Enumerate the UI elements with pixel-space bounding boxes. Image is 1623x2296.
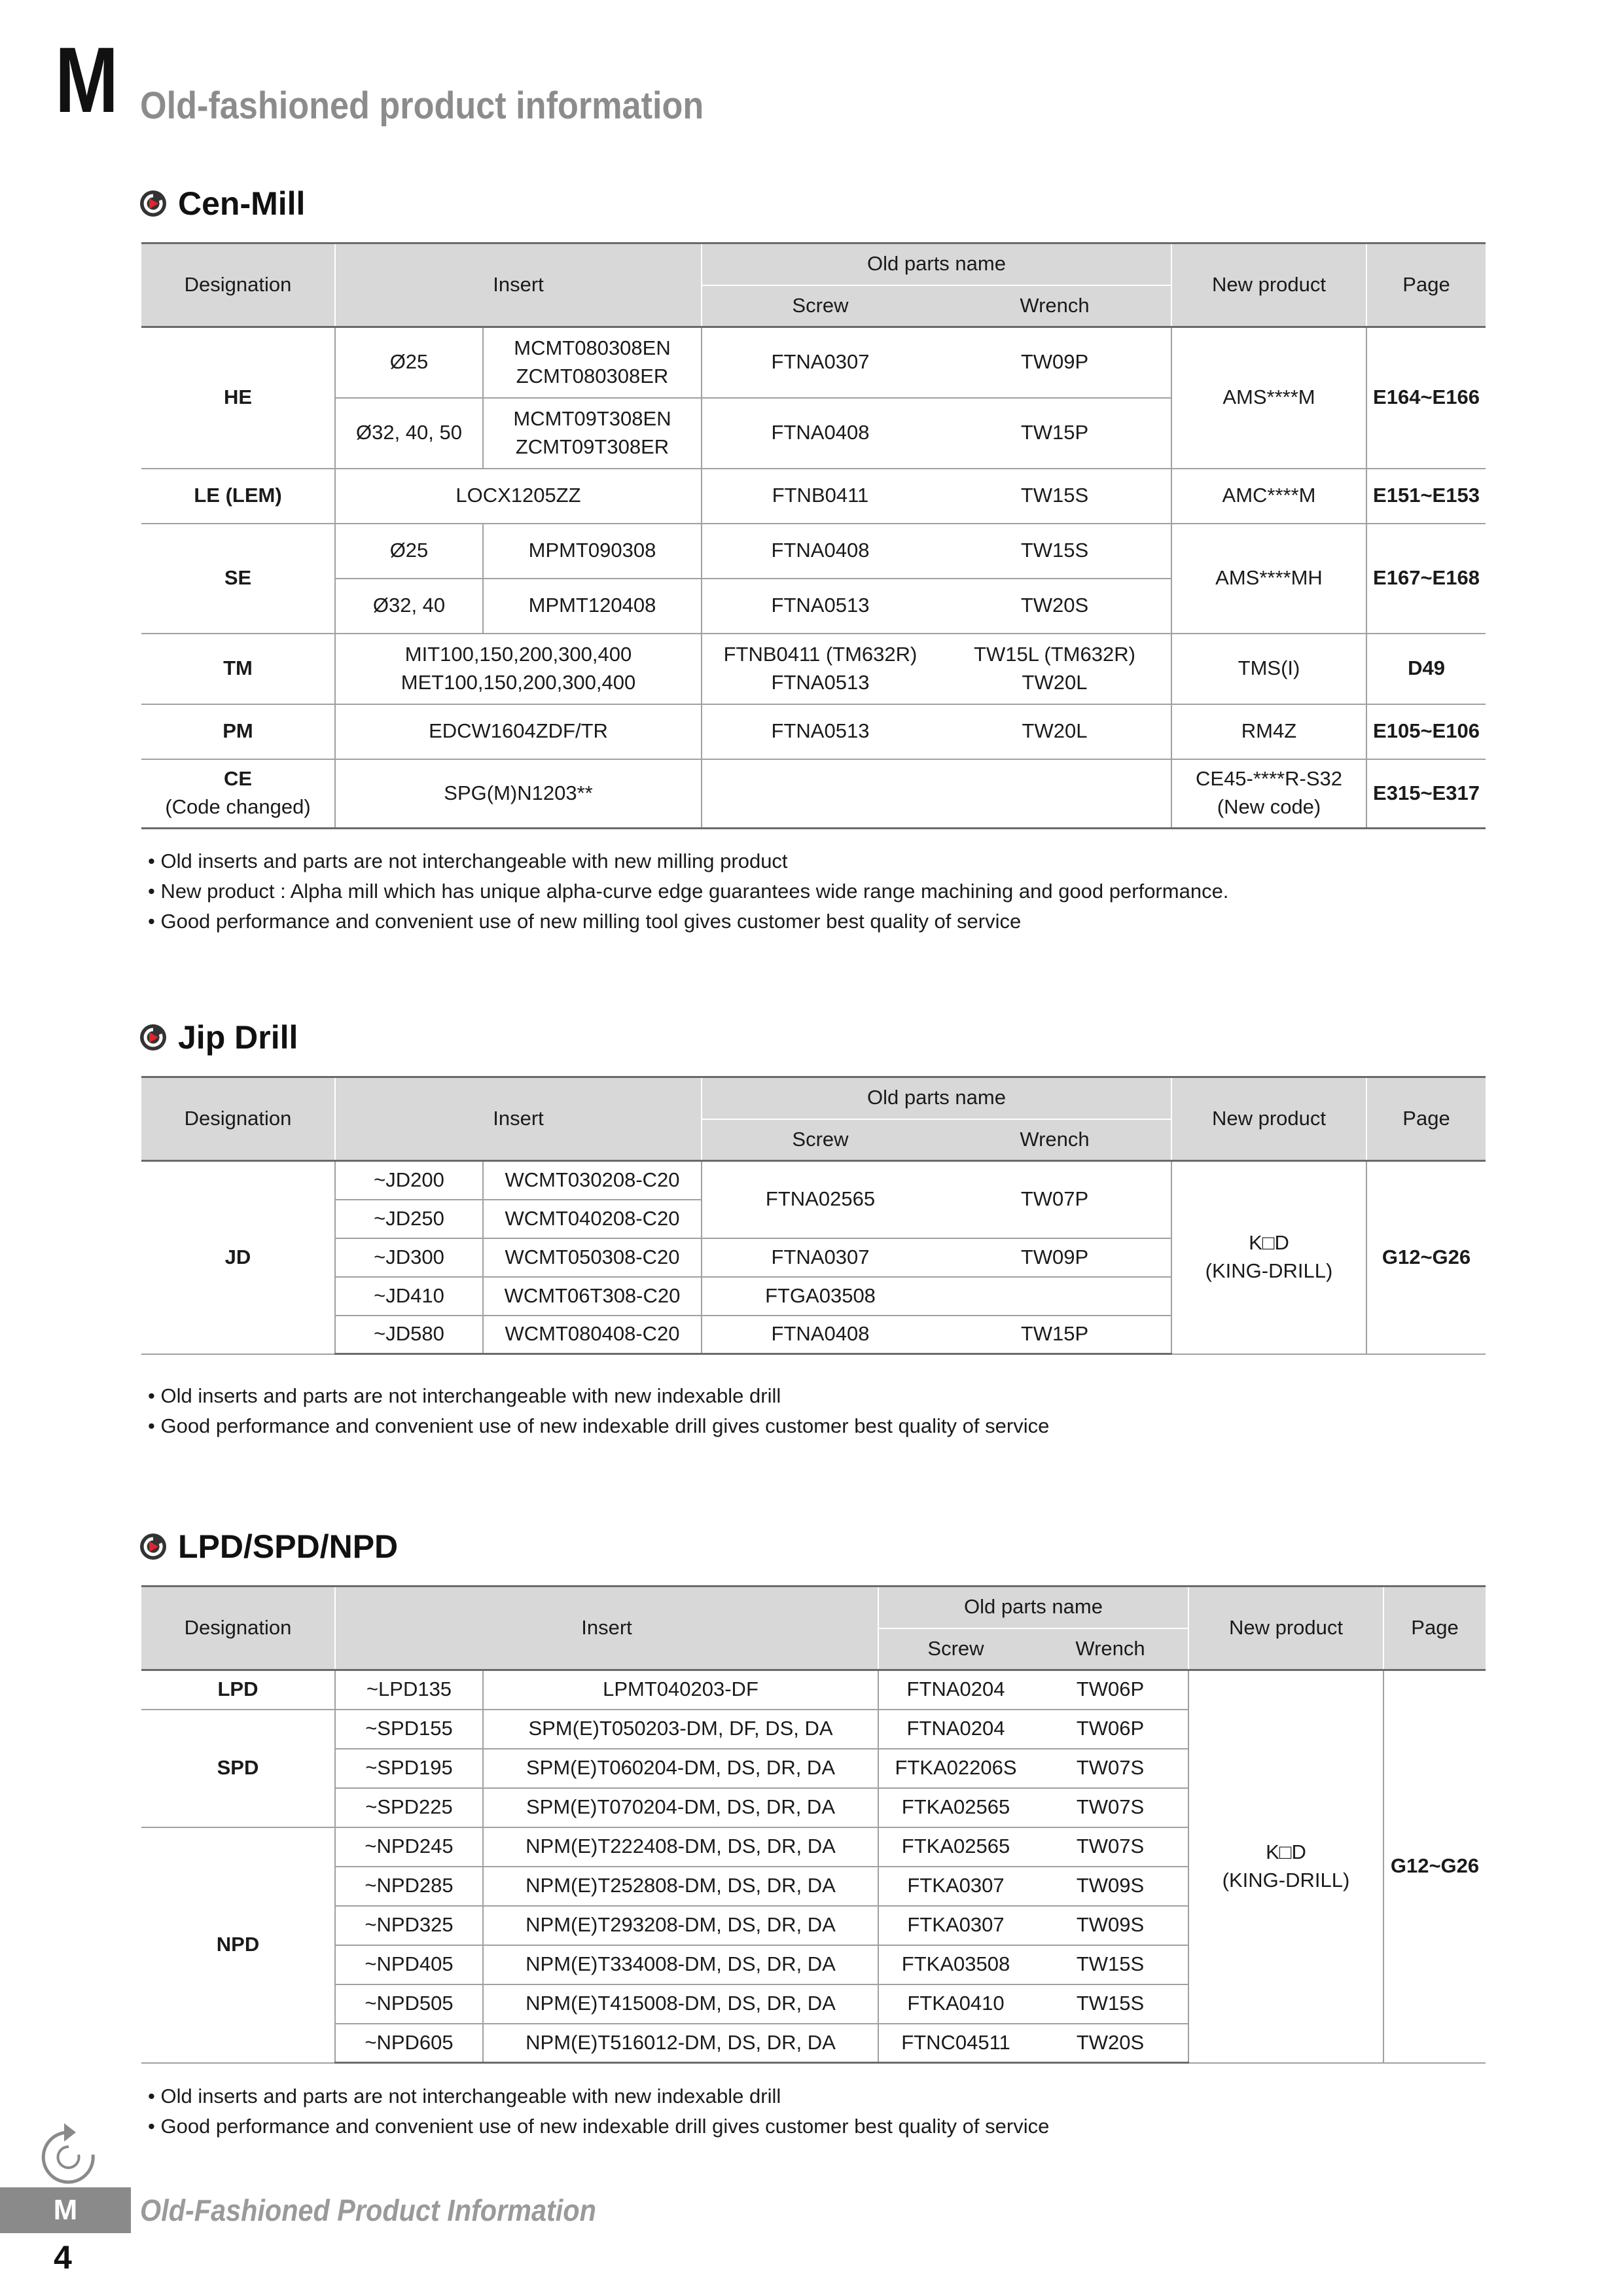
- table-row: [141, 327, 1486, 398]
- insert-cell: WCMT080408-C20: [483, 1316, 702, 1354]
- col-header-page: Page: [1366, 243, 1486, 327]
- wrench-cell: TW07P: [938, 1161, 1171, 1238]
- col-header-designation: Designation: [141, 243, 335, 327]
- wrench-cell: TW09S: [1033, 1906, 1188, 1945]
- section-title-text: Cen-Mill: [178, 185, 306, 222]
- model-cell: ~NPD245: [335, 1827, 483, 1867]
- screw-cell: FTNA0408: [702, 524, 938, 579]
- col-header-old-parts: Old parts name: [702, 1077, 1171, 1119]
- screw-cell: FTNA0204: [878, 1670, 1033, 1710]
- insert-cell: MCMT080308EN ZCMT080308ER: [483, 327, 702, 398]
- insert-cell: SPM(E)T060204-DM, DS, DR, DA: [483, 1749, 878, 1788]
- insert-cell: WCMT06T308-C20: [483, 1277, 702, 1316]
- col-header-old-parts: Old parts name: [702, 243, 1171, 285]
- note-line: • Good performance and convenient use of new milling tool gives customer best quality of service: [148, 910, 1022, 933]
- insert-cell: NPM(E)T252808-DM, DS, DR, DA: [483, 1867, 878, 1906]
- model-cell: ~SPD155: [335, 1710, 483, 1749]
- insert-cell: NPM(E)T415008-DM, DS, DR, DA: [483, 1984, 878, 2024]
- chapter-letter: M: [55, 28, 119, 132]
- col-header-new-product: New product: [1188, 1587, 1383, 1670]
- page-cell: E167~E168: [1366, 524, 1486, 634]
- footer-title: Old-Fashioned Product Information: [140, 2193, 596, 2227]
- table-row: [141, 469, 1486, 524]
- col-header-insert: Insert: [335, 243, 702, 327]
- table-row: [141, 1161, 1486, 1200]
- section-title-lpd-spd-npd: [139, 1528, 398, 1566]
- lpd-notes: [148, 2081, 1049, 2142]
- designation-cell: PM: [141, 704, 335, 759]
- col-header-screw: Screw: [702, 285, 938, 327]
- col-header-designation: Designation: [141, 1587, 335, 1670]
- model-cell: ~NPD505: [335, 1984, 483, 2024]
- new-product-cell: AMS****M: [1171, 327, 1366, 469]
- section-arrow-icon: [139, 1023, 168, 1052]
- section-arrow-icon: [139, 189, 168, 218]
- designation-cell: HE: [141, 327, 335, 469]
- screw-cell: FTNB0411 (TM632R) FTNA0513: [702, 634, 938, 704]
- model-cell: ~JD410: [335, 1277, 483, 1316]
- lpd-spd-npd-table: [141, 1585, 1486, 2064]
- wrench-cell: TW09P: [938, 327, 1171, 398]
- refresh-icon: [33, 2121, 105, 2193]
- wrench-cell: TW07S: [1033, 1749, 1188, 1788]
- section-title-jip-drill: [139, 1018, 298, 1056]
- screw-cell: FTNA0307: [702, 327, 938, 398]
- insert-cell: MPMT090308: [483, 524, 702, 579]
- table-row: [141, 759, 1486, 829]
- note-line: • Old inserts and parts are not interchangeable with new milling product: [148, 850, 788, 872]
- col-header-wrench: Wrench: [938, 1119, 1171, 1161]
- col-header-designation: Designation: [141, 1077, 335, 1161]
- designation-cell: CE (Code changed): [141, 759, 335, 829]
- insert-cell: WCMT030208-C20: [483, 1161, 702, 1200]
- chapter-tab: M: [0, 2187, 131, 2233]
- col-header-insert: Insert: [335, 1587, 878, 1670]
- new-product-cell: AMC****M: [1171, 469, 1366, 524]
- page-number: 4: [54, 2239, 72, 2276]
- col-header-new-product: New product: [1171, 243, 1366, 327]
- screw-cell: FTNA0408: [702, 1316, 938, 1354]
- wrench-cell: TW06P: [1033, 1710, 1188, 1749]
- insert-cell: SPM(E)T070204-DM, DS, DR, DA: [483, 1788, 878, 1827]
- model-cell: ~JD250: [335, 1200, 483, 1238]
- col-header-screw: Screw: [878, 1628, 1033, 1670]
- model-cell: ~SPD225: [335, 1788, 483, 1827]
- col-header-page: Page: [1383, 1587, 1486, 1670]
- wrench-cell: TW15P: [938, 1316, 1171, 1354]
- jip-drill-table: [141, 1076, 1486, 1355]
- cen-mill-notes: [148, 846, 1228, 937]
- screw-cell: FTGA03508: [702, 1277, 938, 1316]
- insert-cell: MCMT09T308EN ZCMT09T308ER: [483, 398, 702, 469]
- wrench-cell: TW15S: [1033, 1984, 1188, 2024]
- insert-cell: WCMT040208-C20: [483, 1200, 702, 1238]
- screw-cell: FTKA0307: [878, 1867, 1033, 1906]
- page-cell: E151~E153: [1366, 469, 1486, 524]
- new-product-cell: K□D (KING-DRILL): [1188, 1670, 1383, 2063]
- diameter-cell: Ø25: [335, 524, 483, 579]
- model-cell: ~JD200: [335, 1161, 483, 1200]
- screw-cell: FTKA0410: [878, 1984, 1033, 2024]
- screw-cell: FTNA0513: [702, 704, 938, 759]
- new-product-cell: TMS(I): [1171, 634, 1366, 704]
- wrench-cell: [938, 1277, 1171, 1316]
- table-row: [141, 704, 1486, 759]
- diameter-cell: Ø32, 40: [335, 579, 483, 634]
- note-line: • Old inserts and parts are not interchangeable with new indexable drill: [148, 1384, 781, 1407]
- page-cell: G12~G26: [1383, 1670, 1486, 2063]
- screw-cell: FTNA0307: [702, 1238, 938, 1277]
- col-header-new-product: New product: [1171, 1077, 1366, 1161]
- note-line: • Good performance and convenient use of new indexable drill gives customer best quality of service: [148, 2115, 1050, 2138]
- screw-cell: FTNA0408: [702, 398, 938, 469]
- cen-mill-table: [141, 242, 1486, 829]
- model-cell: ~NPD325: [335, 1906, 483, 1945]
- wrench-cell: TW15P: [938, 398, 1171, 469]
- note-line: • Good performance and convenient use of new indexable drill gives customer best quality of service: [148, 1414, 1050, 1437]
- insert-cell: SPM(E)T050203-DM, DF, DS, DA: [483, 1710, 878, 1749]
- screw-cell: FTKA02565: [878, 1827, 1033, 1867]
- model-cell: ~NPD605: [335, 2024, 483, 2063]
- new-product-cell: CE45-****R-S32 (New code): [1171, 759, 1366, 829]
- diameter-cell: Ø32, 40, 50: [335, 398, 483, 469]
- screw-cell: FTNA0204: [878, 1710, 1033, 1749]
- designation-cell: LE (LEM): [141, 469, 335, 524]
- designation-cell: SPD: [141, 1710, 335, 1827]
- screw-cell: FTKA03508: [878, 1945, 1033, 1984]
- insert-cell: MPMT120408: [483, 579, 702, 634]
- wrench-cell: TW15S: [938, 469, 1171, 524]
- designation-cell: SE: [141, 524, 335, 634]
- screw-cell: FTKA02565: [878, 1788, 1033, 1827]
- screw-cell: FTNA02565: [702, 1161, 938, 1238]
- wrench-cell: TW15S: [938, 524, 1171, 579]
- note-line: • Old inserts and parts are not interchangeable with new indexable drill: [148, 2085, 781, 2108]
- model-cell: ~NPD285: [335, 1867, 483, 1906]
- table-row: [141, 524, 1486, 579]
- screw-cell: FTKA02206S: [878, 1749, 1033, 1788]
- screw-cell: FTNC04511: [878, 2024, 1033, 2063]
- insert-cell: LPMT040203-DF: [483, 1670, 878, 1710]
- page-cell: G12~G26: [1366, 1161, 1486, 1354]
- insert-cell: MIT100,150,200,300,400 MET100,150,200,300,400: [335, 634, 702, 704]
- designation-cell: NPD: [141, 1827, 335, 2063]
- wrench-cell: TW15S: [1033, 1945, 1188, 1984]
- insert-cell: SPG(M)N1203**: [335, 759, 702, 829]
- model-cell: ~JD580: [335, 1316, 483, 1354]
- col-header-wrench: Wrench: [1033, 1628, 1188, 1670]
- wrench-cell: TW09P: [938, 1238, 1171, 1277]
- insert-cell: NPM(E)T222408-DM, DS, DR, DA: [483, 1827, 878, 1867]
- page-cell: E105~E106: [1366, 704, 1486, 759]
- model-cell: ~NPD405: [335, 1945, 483, 1984]
- note-line: • New product : Alpha mill which has unique alpha-curve edge guarantees wide range machining and good performance.: [148, 880, 1229, 903]
- wrench-cell: TW06P: [1033, 1670, 1188, 1710]
- table-row: [141, 634, 1486, 704]
- new-product-cell: RM4Z: [1171, 704, 1366, 759]
- col-header-old-parts: Old parts name: [878, 1587, 1188, 1628]
- model-cell: ~JD300: [335, 1238, 483, 1277]
- col-header-insert: Insert: [335, 1077, 702, 1161]
- section-title-cen-mill: [139, 185, 305, 223]
- page-cell: D49: [1366, 634, 1486, 704]
- page-title: Old-fashioned product information: [140, 84, 704, 127]
- model-cell: ~SPD195: [335, 1749, 483, 1788]
- insert-cell: NPM(E)T334008-DM, DS, DR, DA: [483, 1945, 878, 1984]
- col-header-wrench: Wrench: [938, 285, 1171, 327]
- old-parts-empty-cell: [702, 759, 1171, 829]
- insert-cell: LOCX1205ZZ: [335, 469, 702, 524]
- page-cell: E164~E166: [1366, 327, 1486, 469]
- page-cell: E315~E317: [1366, 759, 1486, 829]
- insert-cell: EDCW1604ZDF/TR: [335, 704, 702, 759]
- designation-cell: TM: [141, 634, 335, 704]
- section-title-text: Jip Drill: [178, 1019, 298, 1056]
- wrench-cell: TW20L: [938, 704, 1171, 759]
- wrench-cell: TW20S: [1033, 2024, 1188, 2063]
- table-row: [141, 1670, 1486, 1710]
- model-cell: ~LPD135: [335, 1670, 483, 1710]
- insert-cell: WCMT050308-C20: [483, 1238, 702, 1277]
- jip-drill-notes: [148, 1381, 1049, 1441]
- new-product-cell: AMS****MH: [1171, 524, 1366, 634]
- diameter-cell: Ø25: [335, 327, 483, 398]
- insert-cell: NPM(E)T516012-DM, DS, DR, DA: [483, 2024, 878, 2063]
- screw-cell: FTNB0411: [702, 469, 938, 524]
- section-title-text: LPD/SPD/NPD: [178, 1528, 399, 1565]
- col-header-screw: Screw: [702, 1119, 938, 1161]
- designation-cell: JD: [141, 1161, 335, 1354]
- section-arrow-icon: [139, 1532, 168, 1561]
- wrench-cell: TW20S: [938, 579, 1171, 634]
- screw-cell: FTKA0307: [878, 1906, 1033, 1945]
- insert-cell: NPM(E)T293208-DM, DS, DR, DA: [483, 1906, 878, 1945]
- wrench-cell: TW07S: [1033, 1788, 1188, 1827]
- wrench-cell: TW15L (TM632R) TW20L: [938, 634, 1171, 704]
- designation-cell: LPD: [141, 1670, 335, 1710]
- screw-cell: FTNA0513: [702, 579, 938, 634]
- new-product-cell: K□D (KING-DRILL): [1171, 1161, 1366, 1354]
- col-header-page: Page: [1366, 1077, 1486, 1161]
- wrench-cell: TW09S: [1033, 1867, 1188, 1906]
- wrench-cell: TW07S: [1033, 1827, 1188, 1867]
